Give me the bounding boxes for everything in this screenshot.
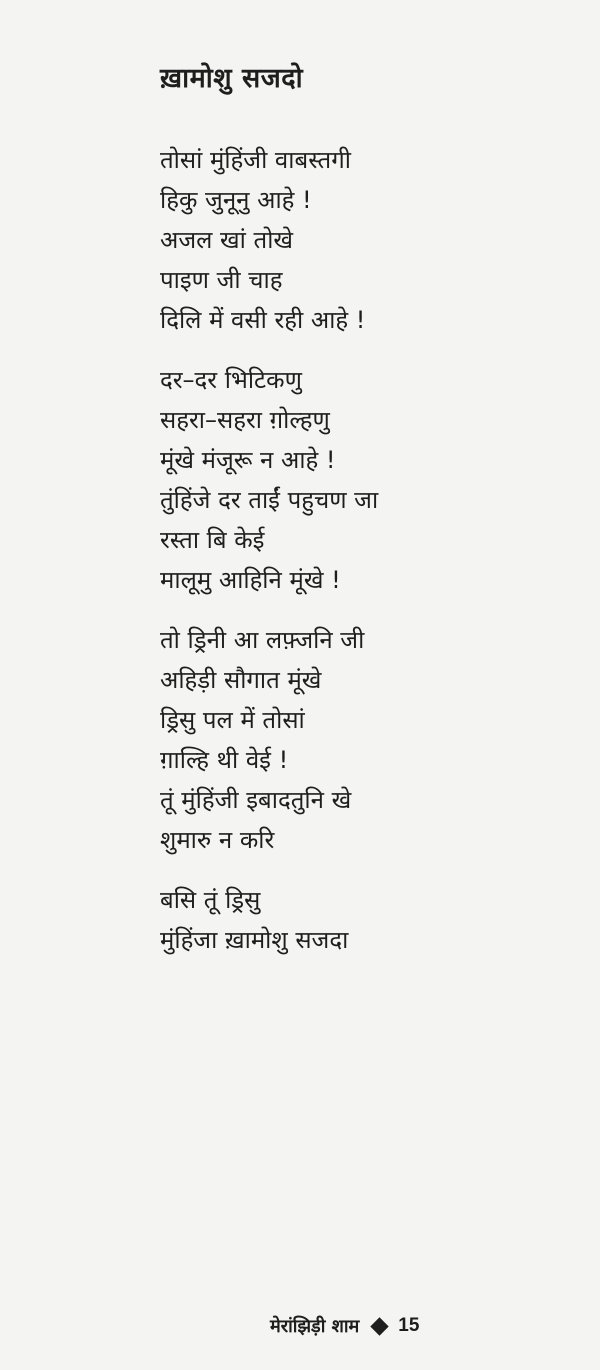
poem-line: तुंहिंजे दर ताईं पहुचण जा xyxy=(160,486,379,514)
diamond-icon xyxy=(371,1317,389,1335)
poem-line: दर–दर भिटिकणु xyxy=(160,366,302,394)
poem-line: हिकु जुनूनु आहे ! xyxy=(160,186,312,214)
poem-line: रस्ता बि केई xyxy=(160,526,265,554)
poem-line: तूं मुंहिंजी इबादतुनि खे xyxy=(160,786,352,814)
poem-line: मालूमु आहिनि मूंखे ! xyxy=(160,566,341,594)
page-number: 15 xyxy=(398,1315,420,1336)
poem-line: बसि तूं ड्रिसु xyxy=(160,886,261,914)
poem-title: ख़ामोशु सजदो xyxy=(160,63,304,94)
poem-line: मूंखे मंजूरू न आहे ! xyxy=(160,446,336,474)
poem-line: सहरा–सहरा ग़ोल्हणु xyxy=(160,406,330,434)
stanza-1 xyxy=(160,140,365,340)
poem-line: ग़ाल्हि थी वेई ! xyxy=(160,746,289,774)
poem-line: अजल खां तोखे xyxy=(160,226,294,254)
stanza-2 xyxy=(160,360,378,600)
stanza-3 xyxy=(160,620,364,860)
poem-line: दिलि में वसी रही आहे ! xyxy=(160,306,366,334)
stanza-4 xyxy=(160,880,348,960)
page-footer xyxy=(270,1314,419,1338)
book-title: मेरांझिड़ी शाम xyxy=(270,1316,360,1337)
poem-line: ड्रिसु पल में तोसां xyxy=(160,706,305,734)
poem-line: अहिड़ी सौगात मूंखे xyxy=(160,666,322,694)
poem-line: तो ड्रिनी आ लफ़्जनि जी xyxy=(160,626,365,654)
poem-line: पाइण जी चाह xyxy=(160,266,283,294)
poem-line: मुंहिंजा ख़ामोशु सजदा xyxy=(160,926,349,954)
poem-line: तोसां मुंहिंजी वाबस्तगी xyxy=(160,146,351,174)
poem-line: शुमारु न करि xyxy=(160,826,275,854)
